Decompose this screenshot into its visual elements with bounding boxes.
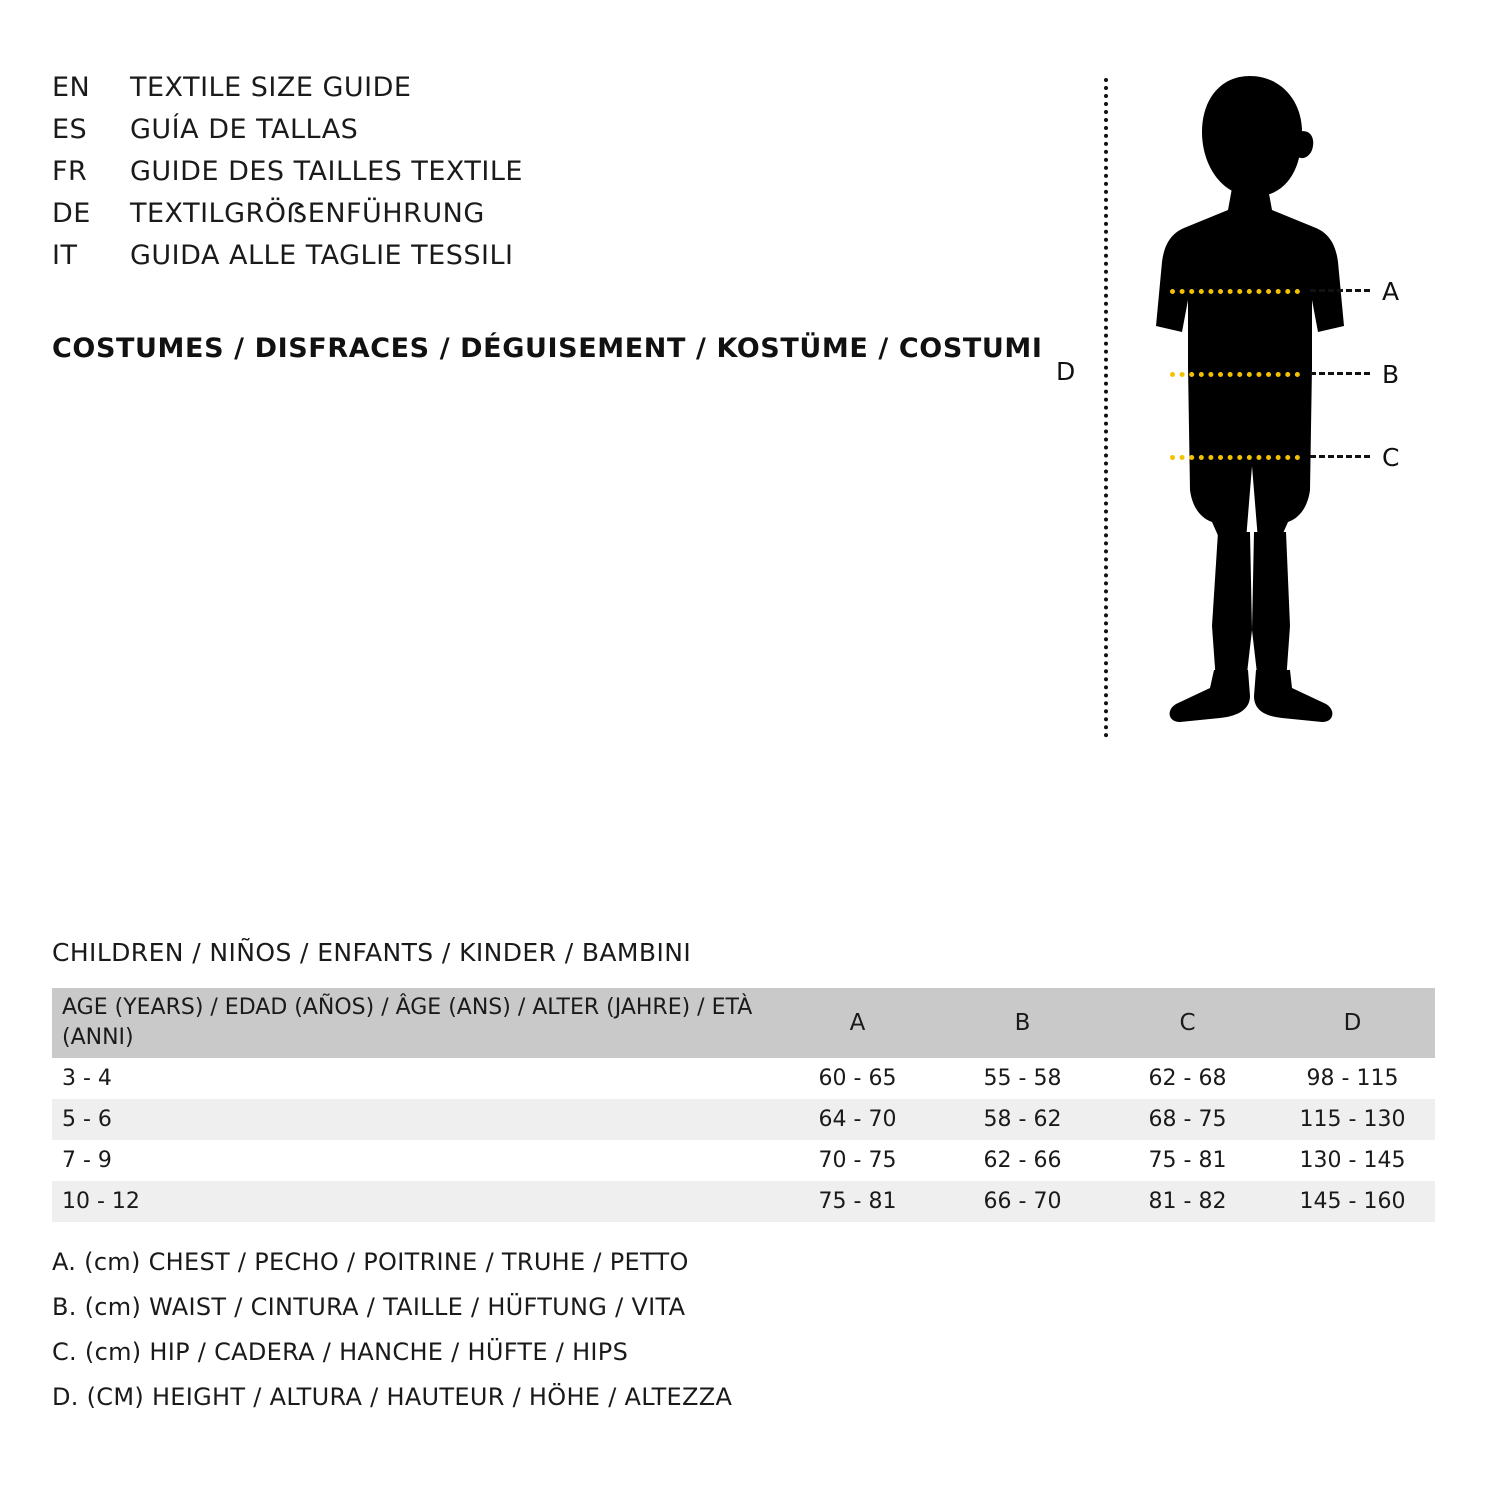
table-header-age: AGE (YEARS) / EDAD (AÑOS) / ÂGE (ANS) / ALTER (JAHRE) / ETÀ (ANNI) [62, 995, 753, 1050]
waist-leader-line [1310, 372, 1370, 375]
cell-c: 62 - 68 [1148, 1066, 1227, 1091]
language-code-fr: FR [52, 156, 88, 187]
language-text-it: GUIDA ALLE TAGLIE TESSILI [130, 240, 514, 271]
language-title-block [52, 72, 1032, 282]
language-row-en [52, 72, 1032, 114]
table-header-b: B [1014, 1010, 1031, 1036]
language-code-de: DE [52, 198, 91, 229]
cell-b: 58 - 62 [983, 1107, 1062, 1132]
language-row-fr [52, 156, 1032, 198]
size-table [52, 988, 1435, 1222]
cell-age: 10 - 12 [62, 1189, 140, 1214]
language-row-de [52, 198, 1032, 240]
table-title: CHILDREN / NIÑOS / ENFANTS / KINDER / BAMBINI [52, 938, 692, 967]
cell-d: 130 - 145 [1299, 1148, 1406, 1173]
cell-c: 75 - 81 [1148, 1148, 1227, 1173]
legend-item-c: C. (cm) HIP / CADERA / HANCHE / HÜFTE / HIPS [52, 1338, 629, 1366]
cell-c: 68 - 75 [1148, 1107, 1227, 1132]
measurement-figure [1020, 60, 1480, 760]
costumes-subtitle: COSTUMES / DISFRACES / DÉGUISEMENT / KOSTÜME / COSTUMI [52, 333, 1043, 364]
measure-label-a: A [1382, 277, 1400, 306]
height-guide-line [1104, 78, 1108, 738]
cell-a: 75 - 81 [818, 1189, 897, 1214]
language-text-es: GUÍA DE TALLAS [130, 114, 359, 145]
cell-a: 60 - 65 [818, 1066, 897, 1091]
legend-item-b: B. (cm) WAIST / CINTURA / TAILLE / HÜFTUNG / VITA [52, 1293, 686, 1321]
hip-leader-line [1310, 455, 1370, 458]
language-code-it: IT [52, 240, 78, 271]
legend-item-a: A. (cm) CHEST / PECHO / POITRINE / TRUHE / PETTO [52, 1248, 689, 1276]
cell-age: 5 - 6 [62, 1107, 112, 1132]
cell-a: 64 - 70 [818, 1107, 897, 1132]
cell-d: 145 - 160 [1299, 1189, 1406, 1214]
table-row [52, 1058, 1435, 1099]
language-row-es [52, 114, 1032, 156]
cell-b: 55 - 58 [983, 1066, 1062, 1091]
legend-block [52, 1248, 1052, 1428]
height-marker-label-d: D [1056, 357, 1076, 386]
measure-label-c: C [1382, 443, 1400, 472]
cell-b: 66 - 70 [983, 1189, 1062, 1214]
language-code-en: EN [52, 72, 91, 103]
language-text-en: TEXTILE SIZE GUIDE [130, 72, 412, 103]
language-code-es: ES [52, 114, 88, 145]
chest-leader-line [1310, 289, 1370, 292]
cell-c: 81 - 82 [1148, 1189, 1227, 1214]
hip-measure-line [1170, 455, 1300, 460]
table-header-a: A [849, 1010, 866, 1036]
cell-age: 7 - 9 [62, 1148, 112, 1173]
cell-d: 115 - 130 [1299, 1107, 1406, 1132]
table-header-row [52, 988, 1435, 1058]
waist-measure-line [1170, 372, 1300, 377]
cell-d: 98 - 115 [1306, 1066, 1399, 1091]
language-text-de: TEXTILGRÖẞENFÜHRUNG [130, 198, 485, 229]
cell-b: 62 - 66 [983, 1148, 1062, 1173]
chest-measure-line [1170, 289, 1300, 294]
table-row [52, 1181, 1435, 1222]
language-row-it [52, 240, 1032, 282]
table-row [52, 1140, 1435, 1181]
table-row [52, 1099, 1435, 1140]
table-header-d: D [1343, 1010, 1362, 1036]
language-text-fr: GUIDE DES TAILLES TEXTILE [130, 156, 523, 187]
table-header-c: C [1179, 1010, 1196, 1036]
child-silhouette-icon [1140, 70, 1360, 740]
cell-age: 3 - 4 [62, 1066, 112, 1091]
legend-item-d: D. (CM) HEIGHT / ALTURA / HAUTEUR / HÖHE / ALTEZZA [52, 1383, 733, 1411]
cell-a: 70 - 75 [818, 1148, 897, 1173]
measure-label-b: B [1382, 360, 1400, 389]
